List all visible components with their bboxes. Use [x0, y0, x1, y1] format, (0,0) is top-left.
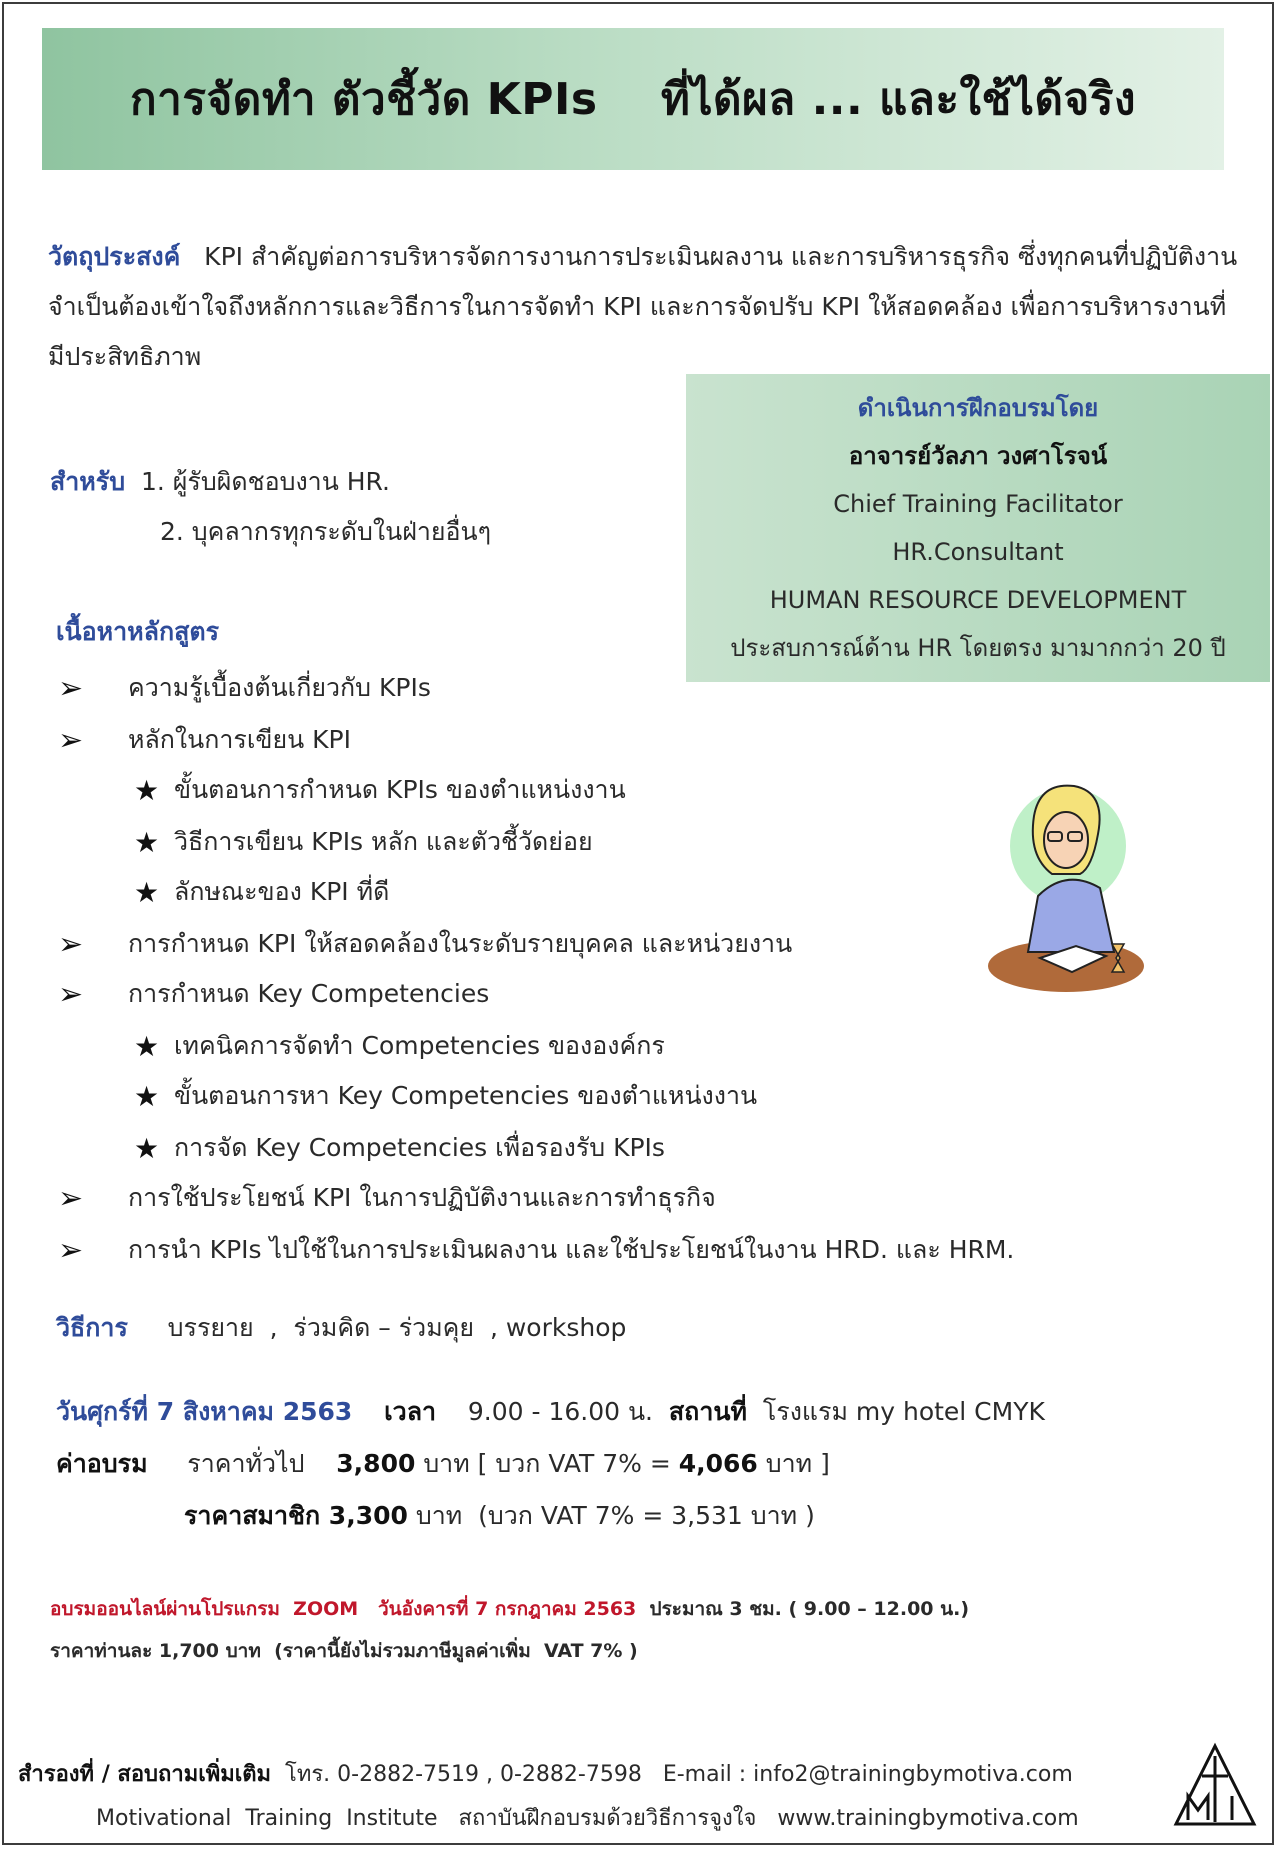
audience-label: สำหรับ	[50, 467, 126, 496]
method-text: บรรยาย , ร่วมคิด – ร่วมคุย , workshop	[167, 1313, 627, 1342]
trainer-heading: ดำเนินการฝึกอบรมโดย	[857, 394, 1099, 422]
footer-institute: Motivational Training Institute สถาบันฝึกอบรมด้วยวิธีการจูงใจ www.trainingbymotiva.com	[96, 1806, 1079, 1831]
arrowhead-bullet-icon: ➢	[58, 1180, 84, 1216]
footer-contact-label: สำรองที่ / สอบถามเพิ่มเติม	[18, 1762, 272, 1787]
trainer-role: Chief Training Facilitator	[833, 490, 1123, 518]
arrowhead-bullet-icon: ➢	[58, 670, 84, 706]
arrowhead-bullet-icon: ➢	[58, 722, 84, 758]
objective-label: วัตถุประสงค์	[48, 242, 181, 271]
star-bullet-icon: ★	[134, 1131, 160, 1165]
list-item: ➢ หลักในการเขียน KPI	[58, 722, 351, 758]
star-bullet-icon: ★	[134, 825, 160, 859]
objective-paragraph	[48, 232, 1238, 382]
fee-label: ค่าอบรม	[56, 1449, 148, 1478]
sub-list-item: ★ ขั้นตอนการหา Key Competencies ของตำแหน่งงาน	[134, 1079, 758, 1113]
online-headline: อบรมออนไลน์ผ่านโปรแกรม ZOOM วันอังคารที่ 7 กรกฎาคม 2563	[50, 1598, 637, 1620]
method-row	[56, 1308, 626, 1348]
star-bullet-icon: ★	[134, 1029, 160, 1063]
sub-list-item: ★ วิธีการเขียน KPIs หลัก และตัวชี้วัดย่อย	[134, 825, 593, 859]
list-item: ➢ ความรู้เบื้องต้นเกี่ยวกับ KPIs	[58, 670, 431, 706]
mti-logo	[1172, 1742, 1258, 1828]
fee-row-general	[56, 1444, 830, 1484]
list-item: ➢ การกำหนด KPI ให้สอดคล้องในระดับรายบุคคล และหน่วยงาน	[58, 926, 793, 962]
sub-list-item: ★ ขั้นตอนการกำหนด KPIs ของตำแหน่งงาน	[134, 773, 626, 807]
schedule-date: วันศุกร์ที่ 7 สิงหาคม 2563	[56, 1397, 353, 1426]
sub-list-item: ★ เทคนิคการจัดทำ Competencies ขององค์กร	[134, 1029, 665, 1063]
list-item: ➢ การนำ KPIs ไปใช้ในการประเมินผลงาน และใช้ประโยชน์ในงาน HRD. และ HRM.	[58, 1232, 1015, 1268]
logo-letter-m	[1188, 1796, 1208, 1820]
fee-general-rest-a: บาท [ บวก VAT 7% =	[423, 1449, 671, 1478]
list-item: ➢ การใช้ประโยชน์ KPI ในการปฏิบัติงานและการทำธุรกิจ	[58, 1180, 716, 1216]
audience-item-2: 2. บุคลากรทุกระดับในฝ่ายอื่นๆ	[160, 517, 492, 546]
reading-woman-clipart	[976, 776, 1146, 996]
footer-phone-email: โทร. 0-2882-7519 , 0-2882-7598 E-mail : info2@trainingbymotiva.com	[285, 1762, 1073, 1787]
arrowhead-bullet-icon: ➢	[58, 1232, 84, 1268]
trainer-role2: HR.Consultant	[892, 538, 1064, 566]
online-row	[50, 1594, 969, 1624]
schedule-time: 9.00 - 16.00 น.	[467, 1397, 654, 1426]
sub-list-item: ★ การจัด Key Competencies เพื่อรองรับ KPIs	[134, 1131, 665, 1165]
schedule-venue-label: สถานที่	[668, 1397, 747, 1426]
star-bullet-icon: ★	[134, 1079, 160, 1113]
content-heading: เนื้อหาหลักสูตร	[56, 617, 220, 646]
list-item: ➢ การกำหนด Key Competencies	[58, 976, 490, 1012]
star-bullet-icon: ★	[134, 773, 160, 807]
trainer-org: HUMAN RESOURCE DEVELOPMENT	[769, 586, 1187, 614]
trainer-experience: ประสบการณ์ด้าน HR โดยตรง มามากกว่า 20 ปี	[730, 634, 1226, 662]
arrowhead-bullet-icon: ➢	[58, 976, 84, 1012]
audience-item-1: 1. ผู้รับผิดชอบงาน HR.	[140, 467, 390, 496]
fee-member-label: ราคาสมาชิก 3,300	[184, 1501, 408, 1530]
fee-general-rest-b: บาท ]	[765, 1449, 830, 1478]
fee-row-member	[184, 1496, 815, 1536]
footer-contact	[18, 1756, 1073, 1791]
online-price: ราคาท่านละ 1,700 บาท (ราคานี้ยังไม่รวมภาษีมูลค่าเพิ่ม VAT 7% )	[50, 1640, 638, 1662]
schedule-time-label: เวลา	[384, 1397, 437, 1426]
sub-list-item: ★ ลักษณะของ KPI ที่ดี	[134, 875, 390, 909]
objective-text: KPI สำคัญต่อการบริหารจัดการงานการประเมินผลงาน และการบริหารธุรกิจ ซึ่งทุกคนที่ปฏิบัติงานจำเป็นต้องเข้าใจถึงหลักการและวิธีการในการจัดทำ KPI และการจัดปรับ KPI ให้สอดคล้อง เพื่อการบริหารงานที่มีประสิทธิภาพ	[48, 242, 1238, 371]
fee-member-rest: บาท (บวก VAT 7% = 3,531 บาท )	[415, 1501, 815, 1530]
fee-general-price: 3,800	[336, 1449, 416, 1478]
trainer-name: อาจารย์วัลภา วงศาโรจน์	[848, 442, 1108, 470]
fee-general-label: ราคาทั่วไป	[187, 1449, 305, 1478]
schedule-row	[56, 1392, 1045, 1432]
online-duration: ประมาณ 3 ชม. ( 9.00 – 12.00 น.)	[649, 1598, 970, 1620]
trainer-box	[686, 374, 1270, 682]
star-bullet-icon: ★	[134, 875, 160, 909]
fee-general-vat: 4,066	[678, 1449, 758, 1478]
method-label: วิธีการ	[56, 1313, 128, 1342]
title-banner	[42, 28, 1224, 170]
schedule-venue: โรงแรม my hotel CMYK	[762, 1397, 1045, 1426]
page-title: การจัดทำ ตัวชี้วัด KPIs ที่ได้ผล ... และใช้ได้จริง	[130, 74, 1136, 125]
arrowhead-bullet-icon: ➢	[58, 926, 84, 962]
audience-row	[50, 462, 390, 502]
